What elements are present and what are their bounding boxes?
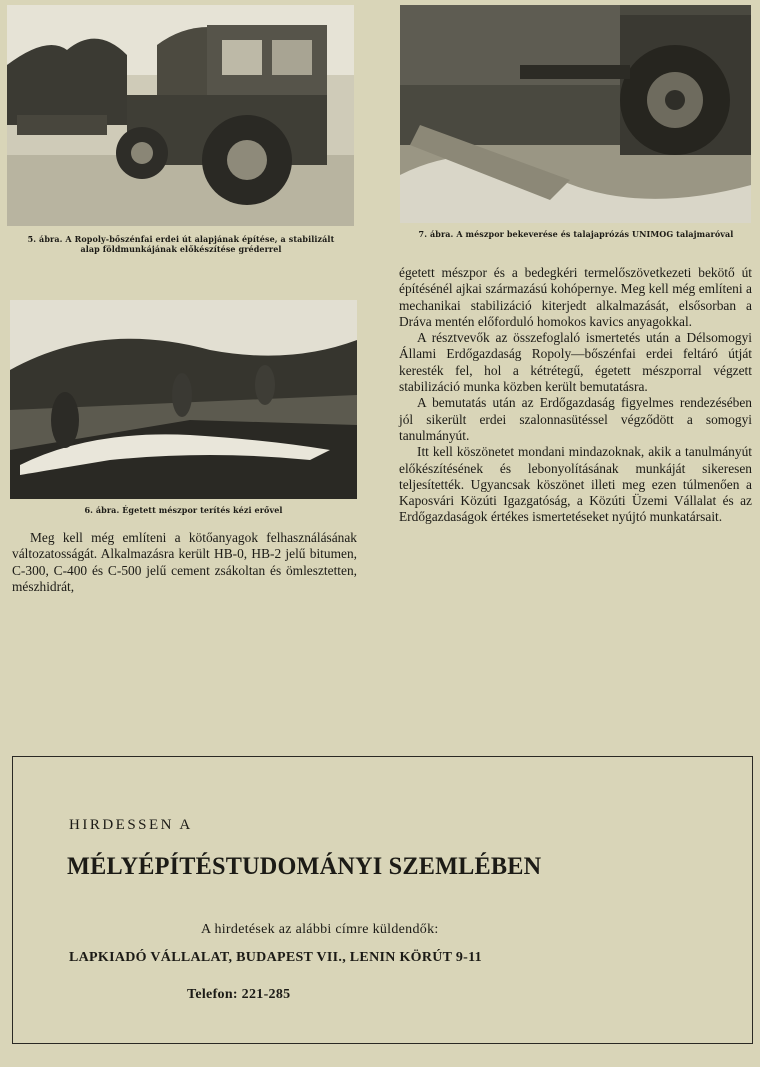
right-paragraph-3: A bemutatás után az Erdőgazdaság figyelmes rendezésében jól sikerült erdei szalonnasütéssel végződött a somogyi tanulmányút. <box>399 395 752 443</box>
figure-6-caption: 6. ábra. Égetett mészpor terítés kézi erővel <box>84 505 283 515</box>
figure-5-caption: 5. ábra. A Ropoly-bőszénfai erdei út alapjának építése, a stabilizált alap földmunkájának előkészítése gréderrel <box>27 234 335 254</box>
left-column-text <box>12 530 357 595</box>
figure-5-photo <box>7 5 354 226</box>
figure-7-photo <box>400 5 751 223</box>
right-paragraph-2: A résztvevők az összefoglaló ismertetés után a Délsomogyi Állami Erdőgazdaság Ropoly—bőszénfai erdei feltáró útját keresték fel, hol a kétrétegű, égetett mészporral végzett stabilizáció munka közben került bemutatásra. <box>399 330 752 395</box>
right-column-text <box>399 265 752 526</box>
ad-kicker: HIRDESSEN A <box>69 817 193 833</box>
ad-title: MÉLYÉPÍTÉSTUDOMÁNYI SZEMLÉBEN <box>67 853 542 880</box>
ad-phone: Telefon: 221-285 <box>187 987 291 1002</box>
right-paragraph-4: Itt kell köszönetet mondani mindazoknak, akik a tanulmányút előkészítésének és lebonyolításának munkáját sikeresen teljesítették. Ugyancsak köszönet illeti meg ezen túlmenően a Kaposvári Közúti Igazgatóság, a Közúti Üzemi Vállalat és az Erdőgazdaságok értékes ismertetéseket nyújtó munkatársait. <box>399 444 752 525</box>
figure-6-photo <box>10 300 357 499</box>
figure-7-caption: 7. ábra. A mészpor bekeverése és talajaprózás UNIMOG talajmaróval <box>418 229 734 239</box>
right-paragraph-1: égetett mészpor és a bedegkéri termelőszövetkezeti bekötő út építésénél ajkai származású kohópernye. Meg kell még említeni a mechanikai stabilizáció kiterjedt alkalmazását, elsősorban a Dráva mentén előforduló homokos kavics anyagokkal. <box>399 265 752 329</box>
ad-address: LAPKIADÓ VÁLLALAT, BUDAPEST VII., LENIN KÖRÚT 9-11 <box>69 950 482 965</box>
advertisement-box <box>12 756 753 1044</box>
left-paragraph-1: Meg kell még említeni a kötőanyagok felhasználásának változatosságát. Alkalmazásra került HB-0, HB-2 jelű bitumen, C-300, C-400 és C-500 jelű cement zsákoltan és ömlesztetten, mészhidrát, <box>12 530 357 594</box>
ad-instruction: A hirdetések az alábbi címre küldendők: <box>201 922 439 937</box>
